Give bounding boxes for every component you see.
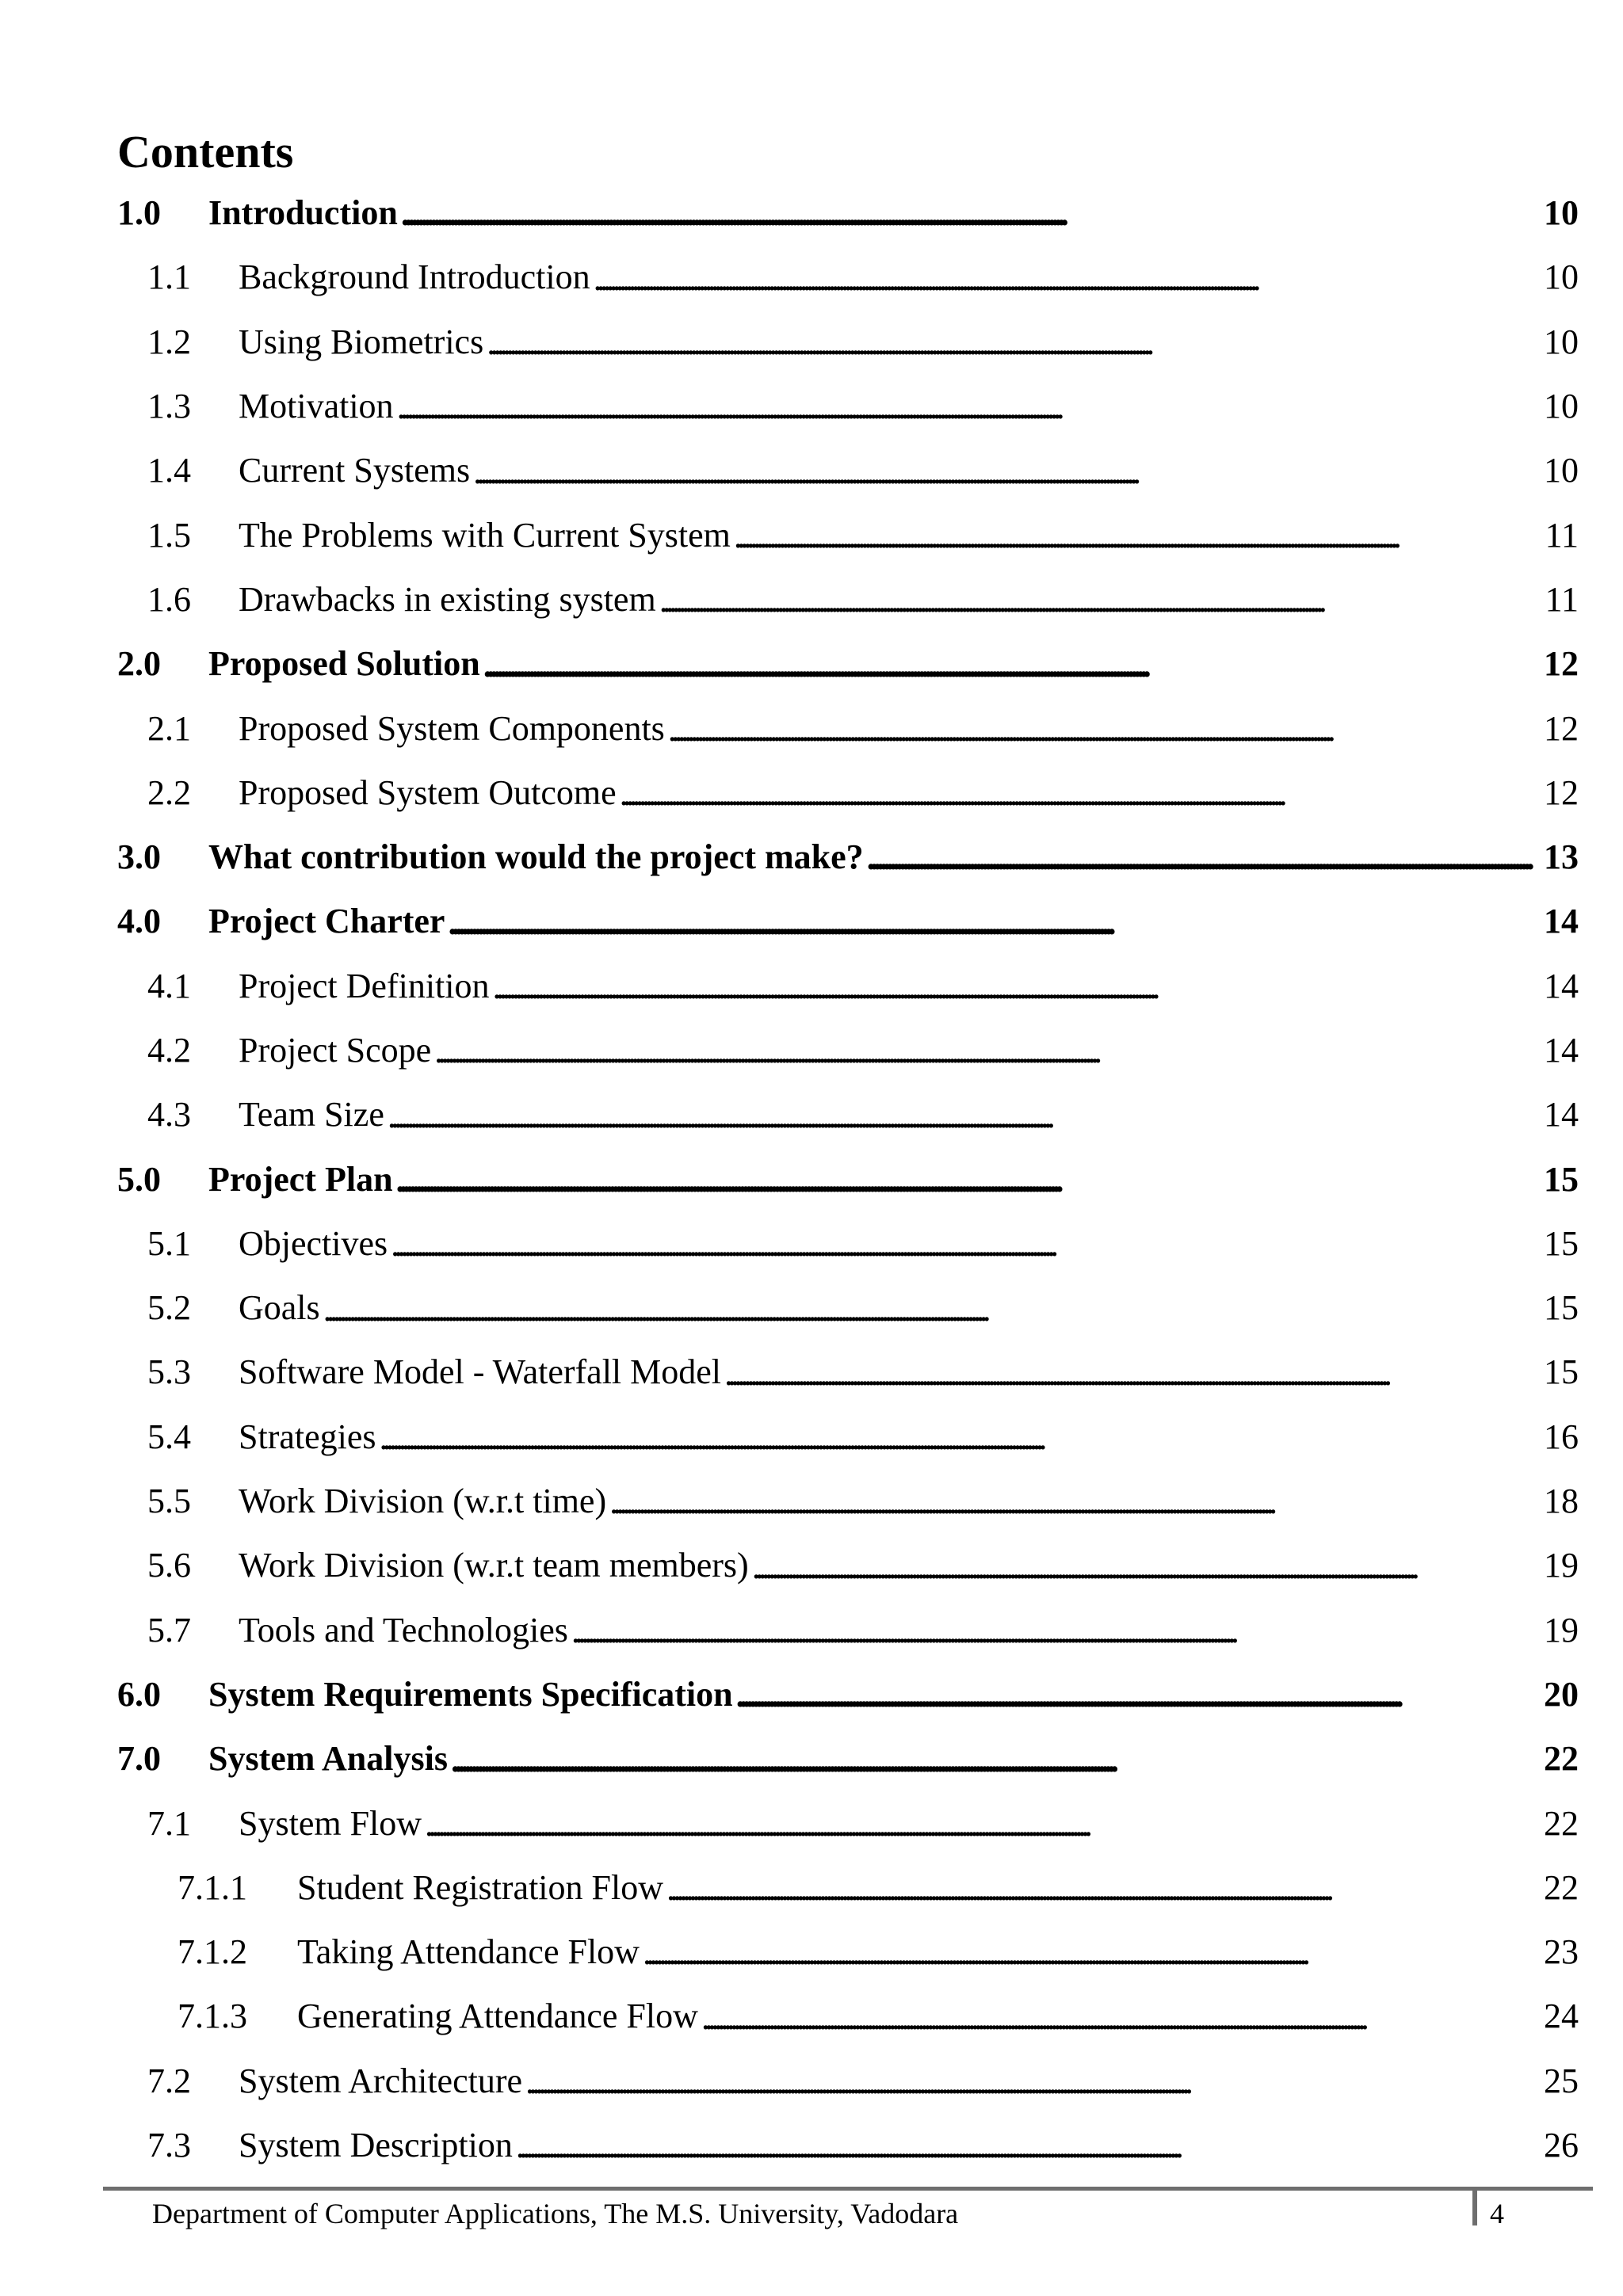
toc-entry-page-number: 19 bbox=[1544, 1610, 1579, 1650]
toc-entry[interactable] bbox=[117, 1791, 1579, 1855]
toc-entry-number: 5.4 bbox=[147, 1417, 191, 1456]
toc-entry-title: Background Introduction bbox=[239, 257, 590, 297]
toc-entry[interactable] bbox=[117, 761, 1579, 825]
toc-dot-leader bbox=[434, 1031, 1542, 1069]
toc-entry[interactable] bbox=[117, 1082, 1579, 1146]
toc-dot-leader bbox=[448, 902, 1542, 940]
toc-entry-number: 7.0 bbox=[117, 1739, 161, 1779]
toc-entry-page-number: 14 bbox=[1544, 966, 1579, 1005]
toc-entry-number: 4.2 bbox=[147, 1031, 191, 1070]
toc-entry-page-number: 14 bbox=[1544, 1031, 1579, 1070]
toc-dot-leader bbox=[734, 516, 1544, 554]
contents-heading: Contents bbox=[117, 126, 294, 177]
toc-entry-page-number: 15 bbox=[1544, 1159, 1579, 1199]
toc-entry-page-number: 22 bbox=[1544, 1739, 1579, 1779]
toc-entry[interactable] bbox=[117, 1726, 1579, 1791]
toc-entry-title: Objectives bbox=[239, 1223, 388, 1263]
toc-entry-title: Proposed Solution bbox=[208, 644, 480, 684]
toc-entry-number: 2.2 bbox=[147, 772, 191, 812]
toc-entry-number: 1.5 bbox=[147, 515, 191, 555]
toc-entry-number: 1.6 bbox=[147, 579, 191, 619]
toc-entry[interactable] bbox=[117, 310, 1579, 374]
toc-entry-number: 5.0 bbox=[117, 1159, 161, 1199]
toc-entry-number: 1.0 bbox=[117, 193, 161, 233]
toc-entry-page-number: 10 bbox=[1544, 257, 1579, 297]
toc-entry[interactable] bbox=[117, 1469, 1579, 1533]
toc-entry-page-number: 15 bbox=[1544, 1288, 1579, 1328]
toc-dot-leader bbox=[724, 1353, 1542, 1391]
toc-entry-page-number: 15 bbox=[1544, 1223, 1579, 1263]
toc-entry-number: 4.3 bbox=[147, 1095, 191, 1135]
toc-entry-page-number: 22 bbox=[1544, 1867, 1579, 1907]
toc-entry-page-number: 11 bbox=[1545, 515, 1579, 555]
toc-entry-title: System Requirements Specification bbox=[208, 1674, 733, 1714]
toc-dot-leader bbox=[451, 1740, 1542, 1778]
toc-entry-page-number: 22 bbox=[1544, 1803, 1579, 1843]
toc-entry-page-number: 14 bbox=[1544, 1095, 1579, 1135]
toc-entry-page-number: 16 bbox=[1544, 1417, 1579, 1456]
toc-entry-title: System Architecture bbox=[239, 2061, 523, 2100]
toc-entry-title: Project Scope bbox=[239, 1031, 432, 1070]
toc-entry-page-number: 13 bbox=[1544, 837, 1579, 877]
toc-entry-page-number: 10 bbox=[1544, 193, 1579, 233]
toc-dot-leader bbox=[668, 709, 1542, 747]
toc-entry-title: What contribution would the project make? bbox=[208, 837, 864, 877]
toc-dot-leader bbox=[396, 1160, 1542, 1198]
toc-entry-title: Goals bbox=[239, 1288, 320, 1328]
toc-entry[interactable] bbox=[117, 1276, 1579, 1340]
toc-entry-title: Team Size bbox=[239, 1095, 384, 1135]
toc-entry-page-number: 11 bbox=[1545, 579, 1579, 619]
toc-entry-title: Work Division (w.r.t time) bbox=[239, 1482, 607, 1521]
toc-entry[interactable] bbox=[117, 245, 1579, 309]
toc-entry-title: System Flow bbox=[239, 1803, 422, 1843]
toc-dot-leader bbox=[397, 387, 1542, 425]
toc-entry-page-number: 12 bbox=[1544, 708, 1579, 748]
toc-entry[interactable] bbox=[117, 696, 1579, 760]
table-of-contents bbox=[117, 181, 1579, 2177]
toc-entry-title: System Description bbox=[239, 2126, 513, 2165]
footer-page-number: 4 bbox=[1490, 2198, 1504, 2229]
toc-entry-number: 7.1.2 bbox=[178, 1932, 247, 1972]
toc-entry[interactable] bbox=[117, 2049, 1579, 2113]
toc-entry-number: 1.4 bbox=[147, 451, 191, 490]
toc-entry[interactable] bbox=[117, 825, 1579, 889]
toc-entry-number: 5.7 bbox=[147, 1610, 191, 1650]
toc-entry-title: Drawbacks in existing system bbox=[239, 579, 656, 619]
toc-entry[interactable] bbox=[117, 954, 1579, 1018]
toc-entry-title: System Analysis bbox=[208, 1739, 448, 1779]
toc-entry[interactable] bbox=[117, 567, 1579, 631]
toc-entry-number: 7.1 bbox=[147, 1803, 191, 1843]
toc-dot-leader bbox=[620, 773, 1542, 811]
toc-entry-number: 5.6 bbox=[147, 1546, 191, 1585]
toc-entry-number: 4.0 bbox=[117, 902, 161, 941]
toc-entry[interactable] bbox=[117, 1146, 1579, 1211]
toc-dot-leader bbox=[594, 258, 1542, 296]
toc-dot-leader bbox=[516, 2126, 1542, 2164]
toc-entry[interactable] bbox=[117, 1598, 1579, 1662]
toc-entry-number: 7.2 bbox=[147, 2061, 191, 2100]
toc-entry[interactable] bbox=[117, 2113, 1579, 2177]
toc-entry-page-number: 18 bbox=[1544, 1482, 1579, 1521]
toc-entry-title: Generating Attendance Flow bbox=[297, 1997, 698, 2036]
toc-entry-number: 6.0 bbox=[117, 1674, 161, 1714]
toc-entry-number: 4.1 bbox=[147, 966, 191, 1005]
toc-dot-leader bbox=[493, 967, 1543, 1005]
toc-dot-leader bbox=[473, 452, 1542, 490]
toc-dot-leader bbox=[571, 1611, 1542, 1649]
toc-dot-leader bbox=[323, 1289, 1542, 1327]
toc-entry-page-number: 10 bbox=[1544, 387, 1579, 426]
toc-entry[interactable] bbox=[117, 1662, 1579, 1726]
toc-dot-leader bbox=[401, 193, 1542, 231]
toc-entry-number: 2.1 bbox=[147, 708, 191, 748]
toc-dot-leader bbox=[425, 1804, 1542, 1842]
toc-entry-number: 5.5 bbox=[147, 1482, 191, 1521]
toc-entry[interactable] bbox=[117, 181, 1579, 245]
toc-entry-page-number: 15 bbox=[1544, 1352, 1579, 1392]
toc-entry-page-number: 10 bbox=[1544, 322, 1579, 361]
toc-dot-leader bbox=[701, 1997, 1542, 2035]
toc-entry-title: Project Plan bbox=[208, 1159, 393, 1199]
toc-entry-page-number: 25 bbox=[1544, 2061, 1579, 2100]
toc-entry-title: Project Definition bbox=[239, 966, 490, 1005]
toc-entry[interactable] bbox=[117, 1984, 1579, 2048]
toc-dot-leader bbox=[391, 1224, 1542, 1262]
toc-entry-title: Project Charter bbox=[208, 902, 445, 941]
toc-entry-page-number: 14 bbox=[1544, 902, 1579, 941]
toc-entry-page-number: 26 bbox=[1544, 2126, 1579, 2165]
toc-entry[interactable] bbox=[117, 1855, 1579, 1920]
toc-entry-number: 1.3 bbox=[147, 387, 191, 426]
toc-entry[interactable] bbox=[117, 1211, 1579, 1276]
toc-entry-number: 2.0 bbox=[117, 644, 161, 684]
toc-entry[interactable] bbox=[117, 1533, 1579, 1597]
toc-dot-leader bbox=[380, 1417, 1542, 1455]
toc-entry-title: Tools and Technologies bbox=[239, 1610, 568, 1650]
footer-divider bbox=[103, 2187, 1593, 2191]
toc-entry-title: Taking Attendance Flow bbox=[297, 1932, 640, 1972]
toc-entry-title: Motivation bbox=[239, 387, 394, 426]
toc-entry-title: Software Model - Waterfall Model bbox=[239, 1352, 722, 1392]
toc-entry[interactable] bbox=[117, 374, 1579, 438]
toc-dot-leader bbox=[643, 1932, 1542, 1970]
toc-entry-number: 7.1.3 bbox=[178, 1997, 247, 2036]
toc-entry[interactable] bbox=[117, 438, 1579, 502]
toc-entry-number: 7.1.1 bbox=[178, 1867, 247, 1907]
toc-entry-title: Strategies bbox=[239, 1417, 376, 1456]
toc-entry[interactable] bbox=[117, 502, 1579, 566]
toc-dot-leader bbox=[736, 1675, 1542, 1713]
toc-entry-page-number: 23 bbox=[1544, 1932, 1579, 1972]
toc-entry-title: Using Biometrics bbox=[239, 322, 484, 361]
toc-dot-leader bbox=[388, 1096, 1542, 1134]
toc-entry-page-number: 10 bbox=[1544, 451, 1579, 490]
toc-entry-title: Introduction bbox=[208, 193, 398, 233]
toc-dot-leader bbox=[752, 1547, 1542, 1585]
toc-entry[interactable] bbox=[117, 889, 1579, 953]
toc-entry-number: 5.3 bbox=[147, 1352, 191, 1392]
toc-entry[interactable] bbox=[117, 1018, 1579, 1082]
toc-entry-title: Proposed System Components bbox=[239, 708, 665, 748]
toc-entry-title: Work Division (w.r.t team members) bbox=[239, 1546, 749, 1585]
toc-dot-leader bbox=[666, 1868, 1542, 1906]
toc-entry-title: The Problems with Current System bbox=[239, 515, 731, 555]
toc-dot-leader bbox=[659, 580, 1544, 618]
toc-entry-page-number: 12 bbox=[1544, 772, 1579, 812]
toc-entry-number: 3.0 bbox=[117, 837, 161, 877]
toc-entry-number: 7.3 bbox=[147, 2126, 191, 2165]
toc-entry-page-number: 19 bbox=[1544, 1546, 1579, 1585]
toc-entry-title: Student Registration Flow bbox=[297, 1867, 663, 1907]
toc-entry-number: 1.2 bbox=[147, 322, 191, 361]
toc-dot-leader bbox=[487, 322, 1542, 360]
toc-entry[interactable] bbox=[117, 1340, 1579, 1404]
toc-dot-leader bbox=[525, 2061, 1542, 2100]
toc-dot-leader bbox=[609, 1482, 1542, 1520]
toc-entry[interactable] bbox=[117, 1405, 1579, 1469]
footer-page-separator bbox=[1472, 2191, 1477, 2225]
footer-text: Department of Computer Applications, The M.S. University, Vadodara bbox=[152, 2198, 959, 2229]
toc-entry-title: Current Systems bbox=[239, 451, 471, 490]
toc-entry-page-number: 20 bbox=[1544, 1674, 1579, 1714]
toc-entry[interactable] bbox=[117, 631, 1579, 696]
toc-dot-leader bbox=[483, 645, 1542, 683]
toc-entry[interactable] bbox=[117, 1920, 1579, 1984]
toc-entry-number: 5.2 bbox=[147, 1288, 191, 1328]
toc-entry-number: 1.1 bbox=[147, 257, 191, 297]
toc-entry-page-number: 24 bbox=[1544, 1997, 1579, 2036]
toc-entry-number: 5.1 bbox=[147, 1223, 191, 1263]
toc-entry-title: Proposed System Outcome bbox=[239, 772, 617, 812]
toc-entry-page-number: 12 bbox=[1544, 644, 1579, 684]
toc-dot-leader bbox=[867, 837, 1542, 875]
